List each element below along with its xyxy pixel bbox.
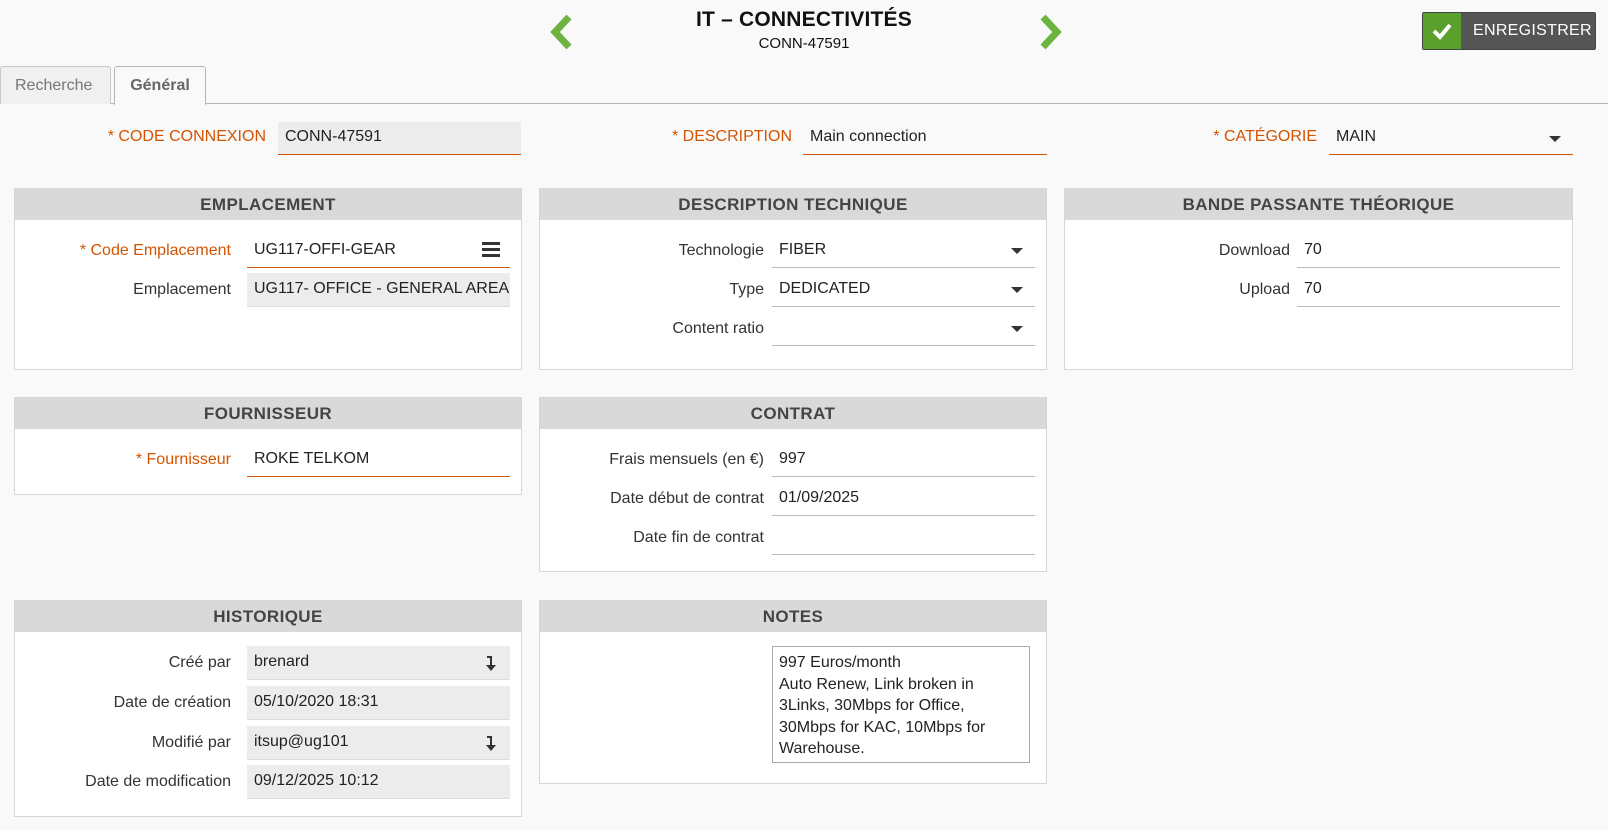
upload-row	[1065, 273, 1572, 307]
chevron-down-icon[interactable]	[1011, 287, 1023, 293]
notes-panel	[539, 600, 1047, 784]
content-ratio-row	[540, 312, 1046, 346]
technologie-value: FIBER	[779, 241, 827, 258]
code-emplacement-label: * Code Emplacement	[79, 242, 231, 259]
code-connexion-field[interactable]: CONN-47591	[278, 122, 521, 155]
type-select[interactable]	[772, 273, 1035, 307]
frais-label: Frais mensuels (en €)	[609, 451, 764, 468]
cree-par-value: brenard	[254, 653, 310, 670]
fournisseur-panel	[14, 397, 522, 495]
contrat-title: CONTRAT	[540, 398, 1046, 429]
fournisseur-field[interactable]: ROKE TELKOM	[247, 443, 510, 477]
upload-field[interactable]: 70	[1297, 273, 1560, 307]
technologie-row	[540, 234, 1046, 268]
description-field[interactable]: Main connection	[803, 122, 1047, 155]
cree-par-label: Créé par	[168, 654, 231, 671]
chevron-down-icon[interactable]	[1011, 326, 1023, 332]
date-modification-label: Date de modification	[85, 773, 231, 790]
date-fin-label: Date fin de contrat	[633, 529, 764, 546]
categorie-label: * CATÉGORIE	[1213, 128, 1317, 145]
date-fin-field[interactable]	[772, 521, 1035, 555]
date-debut-row	[540, 482, 1046, 516]
date-debut-label: Date début de contrat	[610, 490, 764, 507]
cree-par-row	[15, 646, 521, 680]
technologie-select[interactable]	[772, 234, 1035, 268]
download-row	[1065, 234, 1572, 268]
technique-panel	[539, 188, 1047, 370]
page-title: IT – CONNECTIVITÉS	[696, 8, 912, 31]
notes-title: NOTES	[540, 601, 1046, 632]
code-emplacement-row	[15, 234, 521, 268]
date-creation-label: Date de création	[113, 694, 231, 711]
bande-passante-title: BANDE PASSANTE THÉORIQUE	[1065, 189, 1572, 220]
technique-title: DESCRIPTION TECHNIQUE	[540, 189, 1046, 220]
list-menu-icon[interactable]	[482, 242, 500, 258]
checkmark-icon	[1423, 13, 1461, 49]
modifie-par-label: Modifié par	[151, 734, 231, 751]
historique-title: HISTORIQUE	[15, 601, 521, 632]
frais-row	[540, 443, 1046, 477]
date-debut-field[interactable]: 01/09/2025	[772, 482, 1035, 516]
cree-par-field	[247, 646, 510, 680]
date-creation-field: 05/10/2020 18:31	[247, 686, 510, 720]
tab-recherche[interactable]: Recherche	[0, 66, 111, 104]
download-field[interactable]: 70	[1297, 234, 1560, 268]
code-emplacement-value: UG117-OFFI-GEAR	[254, 241, 396, 258]
content-ratio-label: Content ratio	[672, 320, 764, 337]
fournisseur-label: * Fournisseur	[135, 451, 231, 468]
fournisseur-row	[15, 443, 521, 477]
page-header	[604, 8, 1004, 52]
emplacement-label: Emplacement	[133, 281, 231, 298]
date-modification-field: 09/12/2025 10:12	[247, 765, 510, 799]
record-code: CONN-47591	[758, 35, 850, 52]
type-row	[540, 273, 1046, 307]
type-value: DEDICATED	[779, 280, 871, 297]
notes-textarea[interactable]: 997 Euros/month Auto Renew, Link broken in 3Links, 30Mbps for Office, 30Mbps for KAC, 10Mbps for Warehouse.	[772, 646, 1030, 763]
content-ratio-select[interactable]	[772, 312, 1035, 346]
modifie-par-value: itsup@ug101	[254, 733, 349, 750]
modifie-par-row	[15, 726, 521, 760]
chevron-down-icon[interactable]	[1549, 136, 1561, 142]
contrat-panel	[539, 397, 1047, 572]
drill-down-arrow-icon[interactable]	[484, 654, 500, 672]
categorie-value: MAIN	[1336, 128, 1376, 145]
previous-record-arrow-icon[interactable]	[547, 12, 577, 52]
fournisseur-title: FOURNISSEUR	[15, 398, 521, 429]
tab-bar	[0, 66, 1608, 104]
drill-down-arrow-icon[interactable]	[484, 734, 500, 752]
description-label: * DESCRIPTION	[671, 128, 792, 145]
modifie-par-field	[247, 726, 510, 760]
frais-field[interactable]: 997	[772, 443, 1035, 477]
date-creation-row	[15, 686, 521, 720]
date-fin-row	[540, 521, 1046, 555]
tab-general[interactable]: Général	[114, 66, 206, 105]
chevron-down-icon[interactable]	[1011, 248, 1023, 254]
type-label: Type	[729, 281, 764, 298]
historique-panel	[14, 600, 522, 817]
bande-passante-panel	[1064, 188, 1573, 370]
next-record-arrow-icon[interactable]	[1035, 12, 1065, 52]
download-label: Download	[1218, 242, 1290, 259]
emplacement-row	[15, 273, 521, 307]
date-modification-row	[15, 765, 521, 799]
categorie-select[interactable]	[1329, 122, 1573, 155]
code-emplacement-field[interactable]	[247, 234, 510, 268]
technologie-label: Technologie	[678, 242, 764, 259]
save-button[interactable]	[1422, 12, 1596, 50]
emplacement-title: EMPLACEMENT	[15, 189, 521, 220]
code-connexion-label: * CODE CONNEXION	[107, 128, 266, 145]
upload-label: Upload	[1239, 281, 1290, 298]
save-button-label: ENREGISTRER	[1473, 22, 1592, 39]
emplacement-field: UG117- OFFICE - GENERAL AREA	[247, 273, 510, 307]
emplacement-panel	[14, 188, 522, 370]
